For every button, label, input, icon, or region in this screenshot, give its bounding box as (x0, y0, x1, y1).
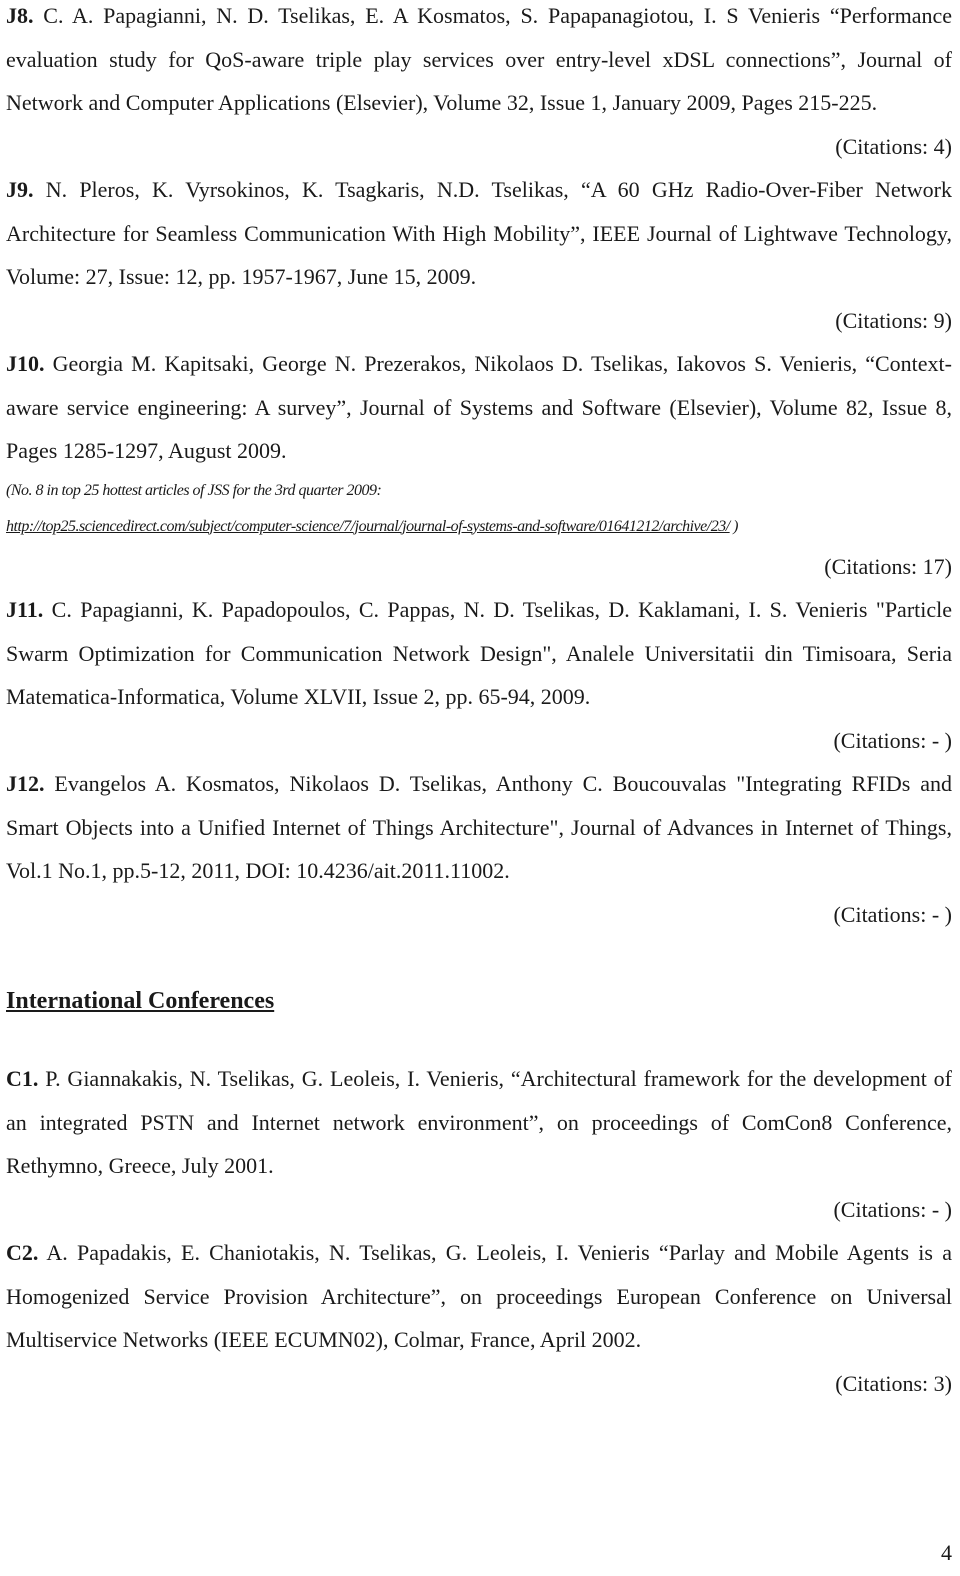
sciencedirect-link[interactable]: http://top25.sciencedirect.com/subject/computer-science/7/journal/journal-of-systems-and-software/01641212/archive/23/ (6, 517, 730, 535)
section-heading: International Conferences (6, 988, 275, 1014)
conference-entry-c2 (6, 1231, 952, 1362)
entry-text: Evangelos A. Kosmatos, Nikolaos D. Tselikas, Anthony C. Boucouvalas "Integrating RFIDs and Smart Objects into a Unified Internet of Things Architecture", Journal of Advances in Internet of Things, Vol.1 No.1, pp.5-12, 2011, DOI: 10.4236/ait.2011.11002. (6, 771, 953, 883)
conference-entry-c1 (6, 1057, 952, 1188)
citation-count: (Citations: - ) (833, 1196, 952, 1222)
entry-text: A. Papadakis, E. Chaniotakis, N. Tselikas, G. Leoleis, I. Venieris “Parlay and Mobile Agents is a Homogenized Service Provision Architecture”, on proceedings European Conference on Universal Multiservice Networks (IEEE ECUMN02), Colmar, France, April 2002. (6, 1240, 952, 1352)
entry-text: P. Giannakakis, N. Tselikas, G. Leoleis, I. Venieris, “Architectural framework for the development of an integrated PSTN and Internet network environment”, on proceedings of ComCon8 Conference, Rethymno, Greece, July 2001. (6, 1066, 952, 1178)
entry-number: J8. (6, 3, 34, 28)
entry-text: N. Pleros, K. Vyrsokinos, K. Tsagkaris, N.D. Tselikas, “A 60 GHz Radio-Over-Fiber Network Architecture for Seamless Communication With High Mobility”, IEEE Journal of Lightwave Technology, Volume: 27, Issue: 12, pp. 1957-1967, June 15, 2009. (6, 177, 952, 289)
citation-count: (Citations: 4) (835, 133, 952, 159)
entry-text: C. Papagianni, K. Papadopoulos, C. Pappas, N. D. Tselikas, D. Kaklamani, I. S. Venieris "Particle Swarm Optimization for Communication Network Design", Analele Universitatii din Timisoara, Seria Matematica-Informatica, Volume XLVII, Issue 2, pp. 65-94, 2009. (6, 597, 953, 709)
page-number: 4 (941, 1540, 952, 1565)
entry-number: J11. (6, 597, 44, 622)
entry-text: Georgia M. Kapitsaki, George N. Prezerakos, Nikolaos D. Tselikas, Iakovos S. Venieris, “Context-aware service engineering: A survey”, Journal of Systems and Software (Elsevier), Volume 82, Issue 8, Pages 1285-1297, August 2009. (6, 351, 952, 463)
journal-entry-j10 (6, 342, 952, 473)
entry-number: J9. (6, 177, 34, 202)
entry-text: C. A. Papagianni, N. D. Tselikas, E. A Kosmatos, S. Papapanagiotou, I. S Venieris “Performance evaluation study for QoS-aware triple play services over entry-level xDSL connections”, Journal of Network and Computer Applications (Elsevier), Volume 32, Issue 1, January 2009, Pages 215-225. (6, 3, 952, 115)
journal-entry-j11 (6, 588, 952, 719)
ranking-note (6, 473, 952, 509)
journal-entry-j8 (6, 0, 952, 125)
citation-count: (Citations: 9) (835, 307, 952, 333)
entry-number: C1. (6, 1066, 39, 1091)
ranking-note-link-line (6, 509, 952, 545)
entry-number: J10. (6, 351, 45, 376)
entry-number: J12. (6, 771, 45, 796)
citation-count: (Citations: 3) (835, 1370, 952, 1396)
citation-count: (Citations: - ) (833, 727, 952, 753)
journal-entry-j9 (6, 168, 952, 299)
note-suffix: ) (733, 517, 738, 535)
citation-count: (Citations: - ) (833, 901, 952, 927)
journal-entry-j12 (6, 762, 952, 893)
document-page (6, 0, 952, 1405)
entry-number: C2. (6, 1240, 39, 1265)
citation-count: (Citations: 17) (824, 553, 952, 579)
note-prefix: (No. 8 in top 25 hottest articles of JSS for the 3rd quarter 2009: (6, 481, 382, 499)
